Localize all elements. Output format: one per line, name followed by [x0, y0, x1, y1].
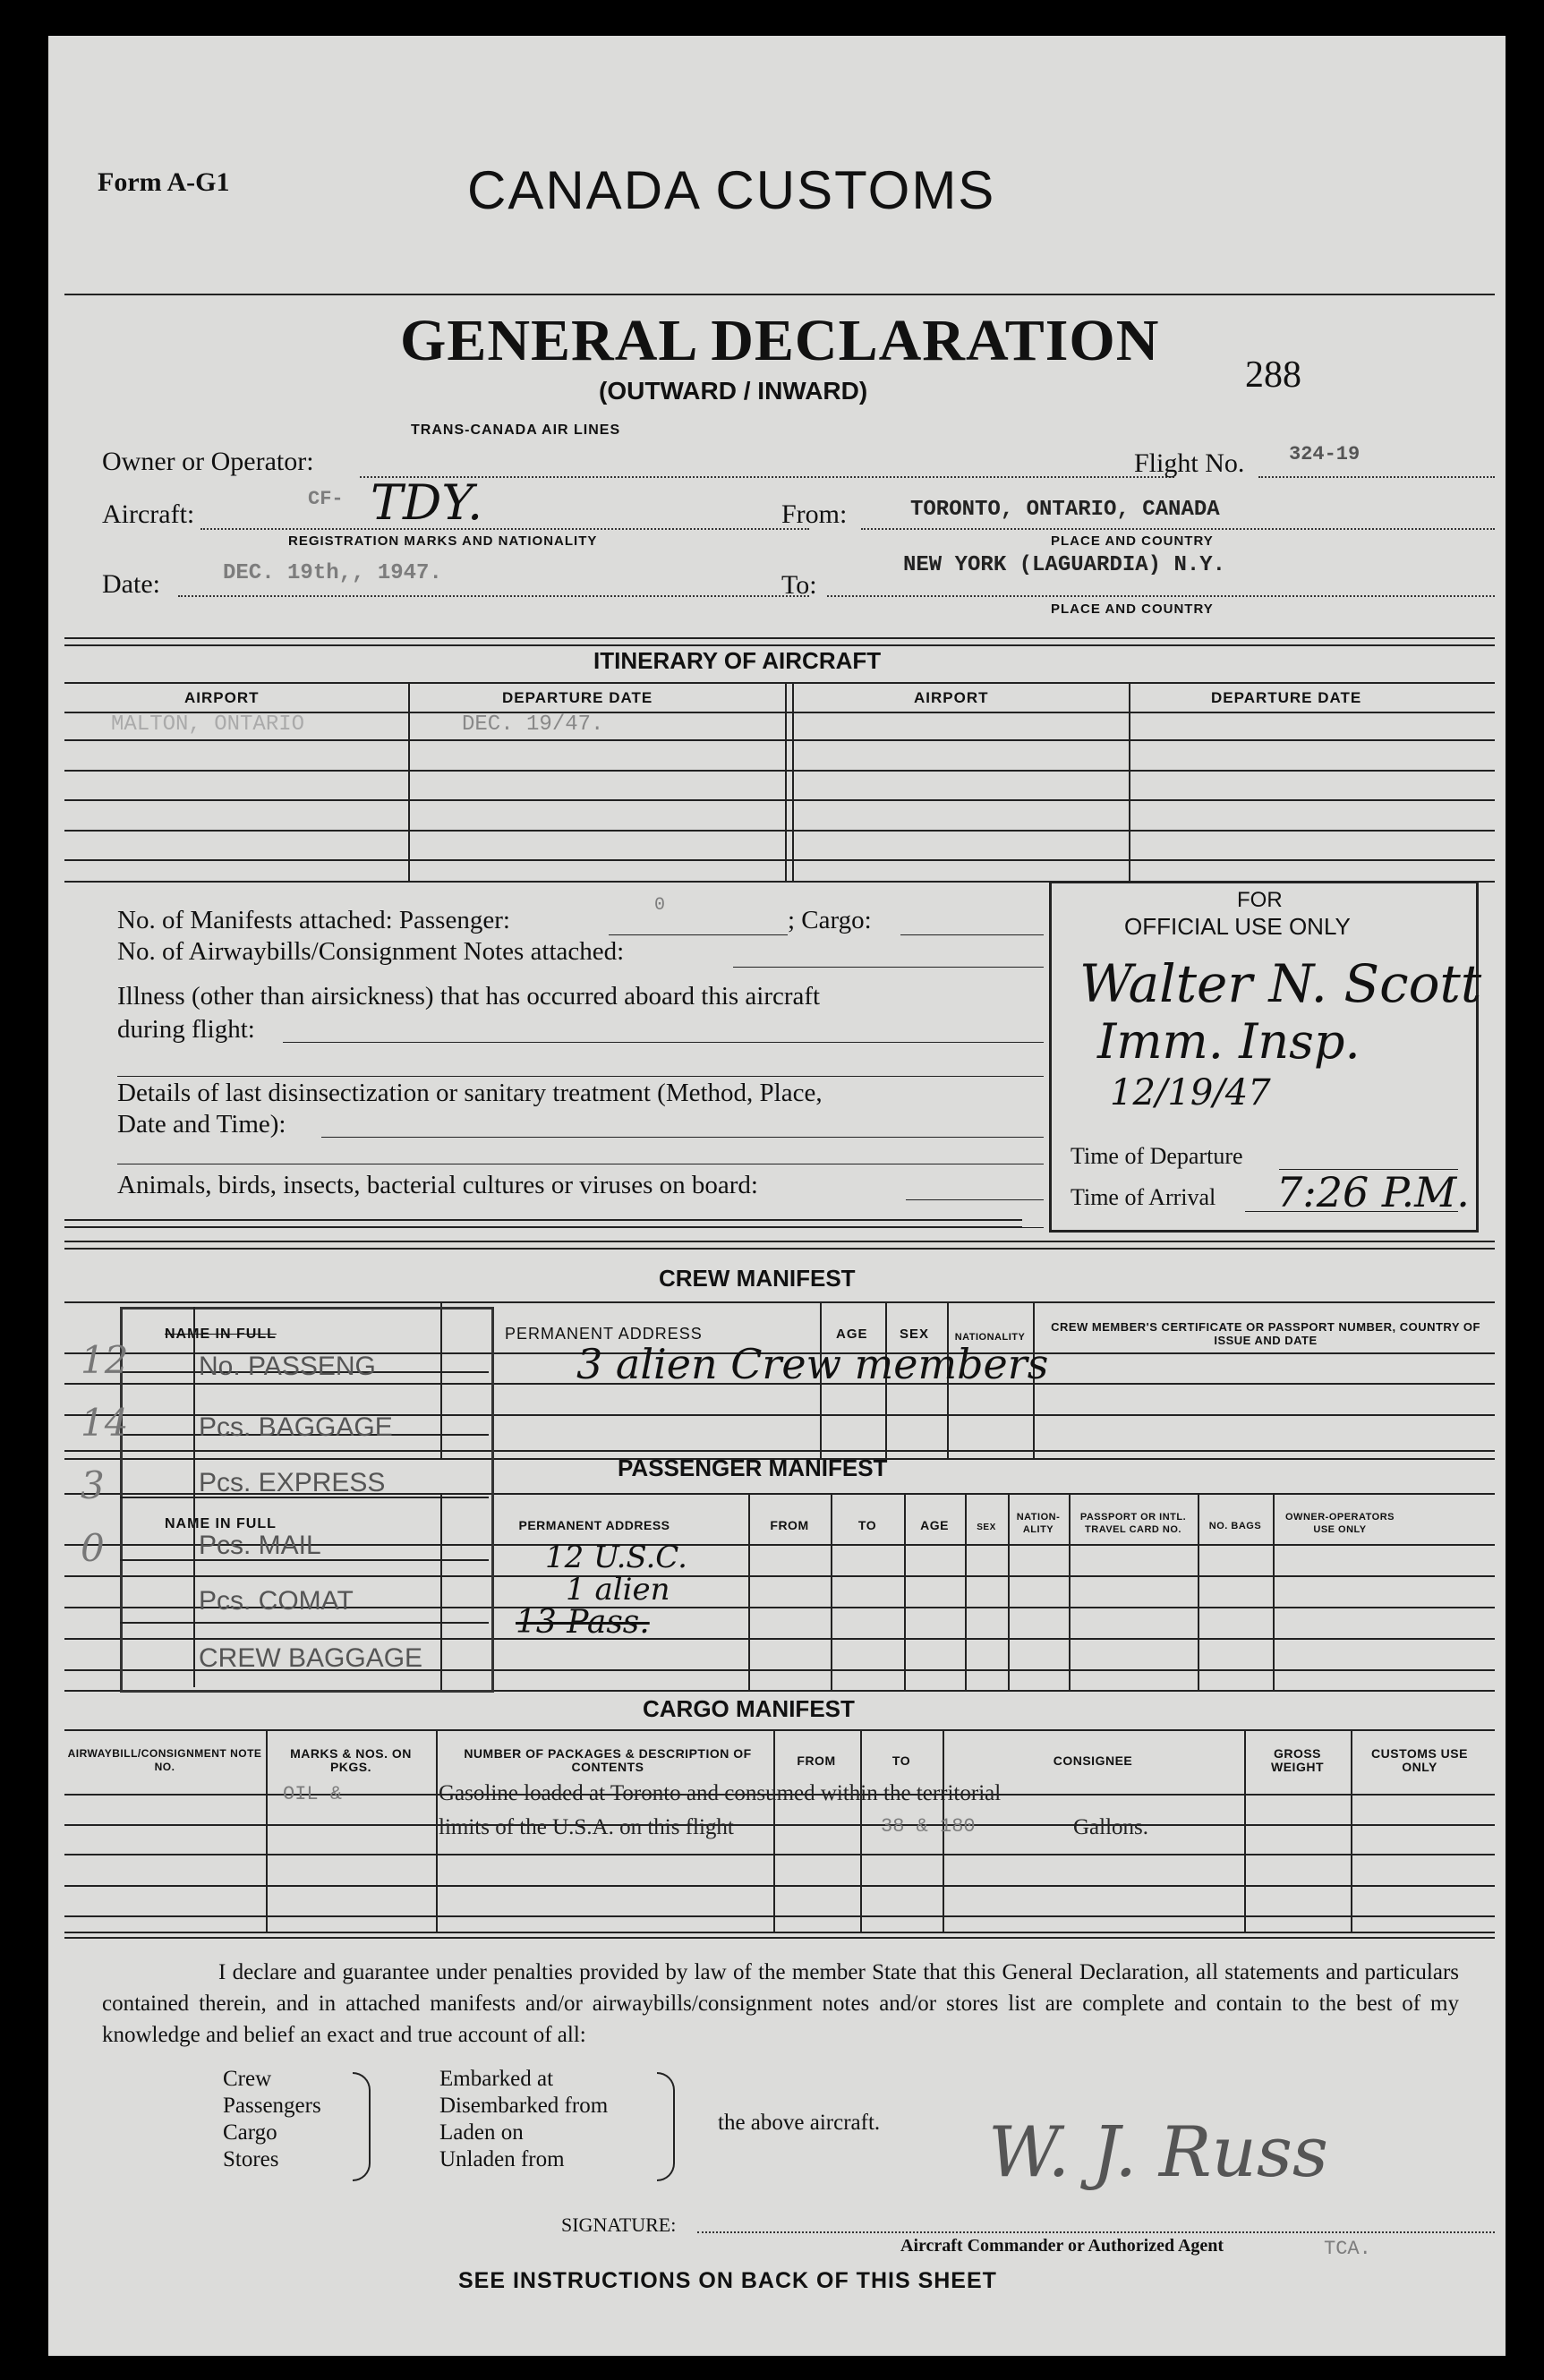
divider — [64, 294, 1495, 295]
cargo-desc-line-2: limits of the U.S.A. on this flight — [439, 1815, 734, 1839]
crew-top-rule-3 — [64, 1241, 1495, 1242]
stamp-margin-note: 12 14 3 0 — [81, 1338, 129, 1570]
airwaybills-label: No. of Airwaybills/Consignment Notes attached: — [117, 937, 625, 966]
itinerary-rule — [64, 799, 1495, 801]
pass-col-bags: NO. BAGS — [1208, 1521, 1262, 1531]
stamp-divider — [193, 1307, 195, 1687]
cargo-rule — [64, 1915, 1495, 1917]
inspector-signature: Walter N. Scott — [1079, 953, 1482, 1014]
inspector-date: 12/19/47 — [1110, 1072, 1271, 1113]
disinsect-label-2: Date and Time): — [117, 1110, 286, 1139]
serial-number: 288 — [1245, 354, 1301, 396]
crew-top-rule-4 — [64, 1248, 1495, 1250]
to-label: To: — [781, 570, 817, 600]
cargo-col-to: TO — [891, 1753, 911, 1768]
illness-line-2 — [117, 1076, 1044, 1077]
manifests-value: 0 — [654, 895, 666, 916]
crew-handwritten: 3 alien Crew members — [576, 1340, 1049, 1388]
cargo-rule — [64, 1937, 1495, 1939]
animals-label: Animals, birds, insects, bacterial cultures or viruses on board: — [117, 1171, 758, 1199]
illness-label-1: Illness (other than airsickness) that has occurred aboard this aircraft — [117, 982, 821, 1011]
pass-col-age: AGE — [920, 1518, 949, 1532]
stamp-line-5: Pcs. COMAT — [199, 1586, 354, 1616]
footer-unladen: Unladen from — [439, 2147, 565, 2171]
tca-mark: TCA. — [1324, 2238, 1371, 2260]
cargo-col-consignee: CONSIGNEE — [1053, 1753, 1133, 1768]
pass-hand-1: 12 U.S.C. — [545, 1540, 687, 1575]
aircraft-value: TDY. — [371, 474, 483, 531]
pass-col-address: PERMANENT ADDRESS — [518, 1518, 670, 1532]
pass-col-from: FROM — [770, 1518, 809, 1532]
commander-caption: Aircraft Commander or Authorized Agent — [900, 2236, 1224, 2256]
cargo-rule — [64, 1885, 1495, 1887]
footer-embarked: Embarked at — [439, 2067, 554, 2091]
footer-mid-list — [439, 2066, 608, 2173]
form-number: Form A-G1 — [98, 167, 230, 197]
commander-signature: W. J. Russ — [988, 2112, 1328, 2193]
itinerary-rule — [64, 770, 1495, 772]
illness-label-2: during flight: — [117, 1015, 255, 1044]
itinerary-rule — [64, 859, 1495, 861]
cargo-title: CARGO MANIFEST — [643, 1695, 855, 1722]
footer-above: the above aircraft. — [718, 2111, 881, 2135]
cargo-desc-line-1: Gasoline loaded at Toronto and consumed within the territorial — [439, 1781, 1002, 1805]
flight-label: Flight No. — [1134, 448, 1245, 478]
crew-col-name: NAME IN FULL — [165, 1326, 277, 1342]
itinerary-rule — [64, 739, 1495, 741]
arrival-label: Time of Arrival — [1071, 1184, 1216, 1210]
footer-passengers: Passengers — [223, 2094, 321, 2118]
passenger-title: PASSENGER MANIFEST — [618, 1454, 888, 1481]
brace-right-2 — [657, 2072, 675, 2181]
airwaybills-line — [733, 967, 1044, 968]
cargo-col-from: FROM — [797, 1753, 836, 1768]
cargo-divider — [436, 1729, 438, 1933]
illness-line — [283, 1042, 1044, 1043]
footer-left-list — [223, 2066, 321, 2173]
aircraft-prefix: CF- — [308, 488, 344, 510]
instructions-note: SEE INSTRUCTIONS ON BACK OF THIS SHEET — [458, 2268, 997, 2293]
brace-right — [353, 2072, 371, 2181]
cargo-col-weight: GROSS WEIGHT — [1271, 1746, 1324, 1774]
stamp-rule — [120, 1622, 489, 1624]
cargo-col-customs: CUSTOMS USE ONLY — [1371, 1746, 1468, 1774]
cargo-line — [900, 934, 1044, 935]
disinsect-label-1: Details of last disinsectization or sanitary treatment (Method, Place, — [117, 1079, 823, 1107]
flight-value: 324-19 — [1289, 443, 1361, 465]
itin-row1-airport: MALTON, ONTARIO — [111, 712, 305, 737]
date-value: DEC. 19th,, 1947. — [223, 561, 442, 585]
cargo-col-marks: MARKS & NOS. ON PKGS. — [290, 1746, 412, 1774]
cargo-gallons-value: 38 & 180 — [881, 1815, 976, 1838]
stamp-line-1: No. PASSENG — [199, 1352, 376, 1381]
crew-title: CREW MANIFEST — [659, 1265, 856, 1292]
crew-col-sex: SEX — [900, 1326, 930, 1342]
from-label: From: — [781, 499, 848, 529]
cargo-gallons: Gallons. — [1073, 1815, 1149, 1839]
itinerary-top-rule-2 — [64, 644, 1495, 646]
declaration-text: I declare and guarantee under penalties provided by law of the member State that this General Declaration, all statements and particulars contained therein, and in attached manifests and/or airwaybills/consignment notes and/or stores list are complete and contain to the best of my knowledge and belief an exact and true account of all: — [102, 1960, 1459, 2047]
pass-col-name: NAME IN FULL — [165, 1516, 277, 1531]
itin-col-airport-1: AIRPORT — [184, 689, 260, 706]
owner-value: TRANS-CANADA AIR LINES — [411, 422, 621, 438]
manifests-label: No. of Manifests attached: Passenger: — [117, 906, 510, 934]
stamp-line-3: Pcs. EXPRESS — [199, 1468, 386, 1497]
pass-col-nationality: NATION-ALITY — [1016, 1512, 1061, 1535]
to-caption: PLACE AND COUNTRY — [1051, 601, 1214, 617]
arrival-value: 7:26 P.M. — [1276, 1168, 1470, 1216]
date-line — [178, 595, 809, 597]
cargo-col-airwaybill: AIRWAYBILL/CONSIGNMENT NOTE NO. — [67, 1747, 262, 1773]
official-title-1: FOR — [1237, 888, 1283, 912]
inspector-role: Imm. Insp. — [1097, 1013, 1361, 1070]
footer-crew: Crew — [223, 2067, 272, 2091]
date-label: Date: — [102, 569, 160, 599]
itin-col-date-1: DEPARTURE DATE — [502, 689, 653, 706]
stamp-line-2: Pcs. BAGGAGE — [199, 1412, 393, 1442]
crew-top-rule — [64, 1219, 1022, 1221]
to-line — [827, 595, 1495, 597]
manifests-line — [609, 934, 788, 935]
cargo-rule — [64, 1932, 1495, 1933]
to-value: NEW YORK (LAGUARDIA) N.Y. — [903, 553, 1226, 577]
document-title: GENERAL DECLARATION — [400, 308, 1160, 373]
pass-hand-2: 1 alien — [566, 1572, 670, 1608]
cargo-rule — [64, 1729, 1495, 1731]
itin-col-airport-2: AIRPORT — [914, 689, 989, 706]
from-caption: PLACE AND COUNTRY — [1051, 533, 1214, 549]
footer-laden: Laden on — [439, 2120, 524, 2145]
pass-hand-3: 13 Pass. — [516, 1604, 650, 1641]
document-subtitle: (OUTWARD / INWARD) — [599, 377, 868, 405]
cargo-rule — [64, 1824, 1495, 1826]
crew-rule — [64, 1301, 1495, 1303]
itinerary-top-rule — [64, 637, 1495, 639]
footer-stores: Stores — [223, 2147, 279, 2171]
cargo-rule — [64, 1854, 1495, 1855]
stamp-line-4: Pcs. MAIL — [199, 1531, 321, 1560]
flight-line — [1258, 476, 1495, 478]
itinerary-title: ITINERARY OF AIRCRAFT — [593, 647, 882, 674]
pass-col-sex: SEX — [977, 1523, 996, 1532]
owner-label: Owner or Operator: — [102, 447, 314, 476]
pass-col-passport: PASSPORT OR INTL. TRAVEL CARD NO. — [1079, 1512, 1187, 1535]
aircraft-label: Aircraft: — [102, 499, 195, 529]
arrival-line — [1245, 1211, 1458, 1212]
itinerary-rule — [64, 830, 1495, 832]
cargo-divider — [266, 1729, 268, 1933]
crew-col-age: AGE — [836, 1326, 868, 1342]
disinsect-line — [321, 1137, 1044, 1138]
signature-line — [697, 2231, 1495, 2233]
cargo-col-packages: NUMBER OF PACKAGES & DESCRIPTION OF CONTENTS — [464, 1746, 752, 1774]
crew-col-address: PERMANENT ADDRESS — [505, 1325, 703, 1343]
stamp-line-6: CREW BAGGAGE — [199, 1643, 423, 1673]
footer-disembarked: Disembarked from — [439, 2094, 609, 2118]
footer-cargo: Cargo — [223, 2120, 277, 2145]
cargo-label: ; Cargo: — [788, 906, 872, 934]
cargo-marks-value: OIL & — [283, 1783, 343, 1805]
pass-col-owner: OWNER-OPERATORS USE ONLY — [1285, 1512, 1395, 1535]
itin-col-date-2: DEPARTURE DATE — [1211, 689, 1362, 706]
crew-top-rule-2 — [64, 1226, 1022, 1228]
from-line — [861, 528, 1495, 530]
pass-col-to: TO — [857, 1518, 877, 1532]
itin-row1-date: DEC. 19/47. — [462, 712, 604, 737]
declaration-sheet — [48, 36, 1506, 2356]
aircraft-line — [200, 528, 809, 530]
departure-label: Time of Departure — [1071, 1143, 1243, 1169]
crew-col-certificate: CREW MEMBER'S CERTIFICATE OR PASSPORT NUMBER, COUNTRY OF ISSUE AND DATE — [1051, 1320, 1480, 1347]
official-title-2: OFFICIAL USE ONLY — [1124, 913, 1351, 940]
registration-caption: REGISTRATION MARKS AND NATIONALITY — [288, 533, 598, 549]
crew-col-nationality: NATIONALITY — [954, 1332, 1026, 1343]
from-value: TORONTO, ONTARIO, CANADA — [910, 498, 1220, 522]
itinerary-rule — [64, 682, 1495, 684]
signature-label: SIGNATURE: — [561, 2214, 677, 2236]
animals-line — [906, 1199, 1044, 1200]
agency-title: CANADA CUSTOMS — [467, 160, 996, 220]
